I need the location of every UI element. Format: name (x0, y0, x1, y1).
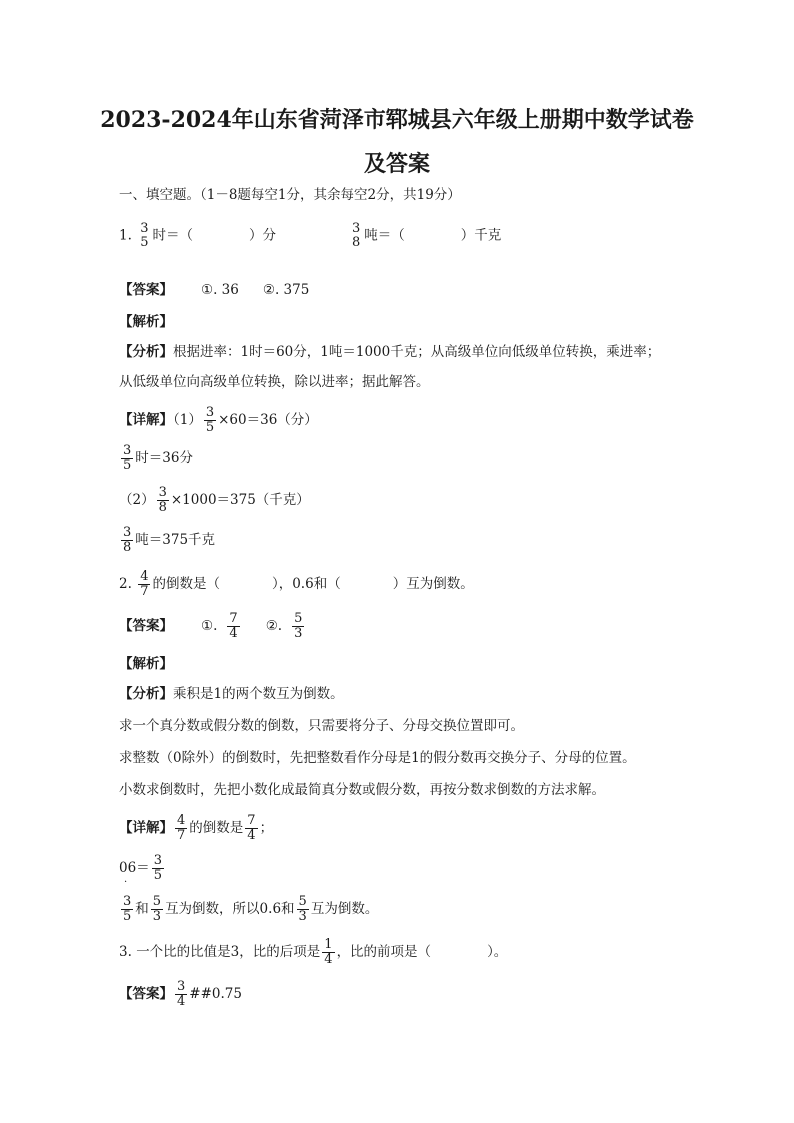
question-3: 3. 一个比的比值是3，比的后项是 $\frac{1}{4}$ ，比的前项是（ ）。 (119, 937, 508, 967)
answer-row (119, 281, 309, 299)
answer-row: 【答案】 ①. $\frac{7}{4}$ ②. $\frac{5}{3}$ (119, 611, 303, 641)
answer-label: 【答案】 (119, 282, 173, 298)
fraction: $\frac{3}{8}$ (123, 525, 132, 555)
answer-label: 【答案】 (119, 618, 173, 634)
analysis-text: 求一个真分数或假分数的倒数，只需要将分子、分母交换位置即可。 (119, 718, 524, 734)
fenxi-text: 根据进率：1时＝60分，1吨＝1000千克；从高级单位向低级单位转换，乘进率； (173, 344, 661, 360)
fraction: $\frac{4}{7}$ (140, 569, 149, 599)
answer-row: 【答案】 $\frac{3}{4}$ ##0.75 (119, 979, 242, 1009)
detail-line: $\frac{3}{8}$ 吨＝375千克 (123, 525, 216, 555)
answer-value: ①. 36 (201, 282, 239, 298)
detail-line: （2） $\frac{3}{8}$ ×1000＝375（千克） (119, 485, 310, 515)
detail-label: 【详解】 (119, 412, 173, 428)
analysis-text: 求整数（0除外）的倒数时，先把整数看作分母是1的假分数再交换分子、分母的位置。 (119, 750, 636, 766)
analysis-text: 从低级单位向高级单位转换，除以进率；据此解答。 (119, 374, 430, 390)
detail-line: 【详解】（1） $\frac{3}{5}$ ×60＝36（分） (119, 405, 318, 435)
fraction: $\frac{3}{4}$ (177, 979, 186, 1009)
fraction: $\frac{1}{4}$ (324, 937, 333, 967)
question-2: 2. $\frac{4}{7}$ 的倒数是（ ），0.6和（ ）互为倒数。 (119, 569, 474, 599)
fraction: $\frac{3}{8}$ (158, 485, 167, 515)
fenxi-label: 【分析】 (119, 344, 173, 360)
fraction: $\frac{5}{3}$ (298, 894, 307, 924)
recurring-decimal: 0 . (119, 860, 128, 885)
analysis-text (119, 343, 660, 361)
fraction: $\frac{3}{5}$ (123, 894, 132, 924)
analysis-label: 【解析】 (119, 314, 173, 330)
answer-value: ②. 375 (262, 282, 310, 298)
analysis-text: 【分析】乘积是1的两个数互为倒数。 (119, 686, 344, 702)
detail-line: 0 . 6＝ $\frac{3}{5}$ (119, 853, 162, 885)
fraction: $\frac{3}{5}$ (205, 405, 215, 435)
question-text: 吨＝（ (364, 227, 405, 244)
question-number: 1. (119, 227, 132, 244)
fraction: 3 5 (140, 221, 149, 250)
question-text: ）分 (248, 227, 276, 244)
analysis-label: 【解析】 (119, 656, 173, 672)
fenxi-label: 【分析】 (119, 686, 173, 702)
question-number: 3. (119, 944, 132, 960)
question-number: 2. (119, 576, 132, 592)
answer-label: 【答案】 (119, 986, 173, 1002)
section-heading: 一、填空题。（1－8题每空1分，其余每空2分，共19分） (119, 187, 461, 203)
question-1 (119, 222, 501, 250)
fraction: $\frac{5}{3}$ (294, 611, 303, 641)
document-title-line1: 2023-2024年山东省菏泽市郓城县六年级上册期中数学试卷 (100, 107, 694, 133)
detail-label: 【详解】 (119, 820, 173, 836)
fraction: $\frac{4}{7}$ (177, 813, 186, 843)
fraction: 3 8 (351, 221, 361, 250)
detail-line: $\frac{3}{5}$ 和 $\frac{5}{3}$ 互为倒数，所以0.6和 $\frac{5}{3}$ 互为倒数。 (123, 894, 379, 924)
fraction: $\frac{3}{5}$ (123, 443, 132, 473)
fraction: $\frac{7}{4}$ (229, 611, 238, 641)
fraction: $\frac{3}{5}$ (153, 853, 162, 883)
document-title-line2: 及答案 (363, 151, 430, 177)
question-text: ）千克 (460, 227, 502, 244)
fraction: $\frac{5}{3}$ (152, 894, 162, 924)
fraction: $\frac{7}{4}$ (247, 813, 256, 843)
detail-line: $\frac{3}{5}$ 时＝36分 (123, 443, 193, 473)
analysis-text: 小数求倒数时，先把小数化成最简真分数或假分数，再按分数求倒数的方法求解。 (119, 782, 605, 798)
question-text: 时＝（ (152, 227, 193, 244)
detail-line: 【详解】 $\frac{4}{7}$ 的倒数是 $\frac{7}{4}$ ； (119, 813, 274, 843)
